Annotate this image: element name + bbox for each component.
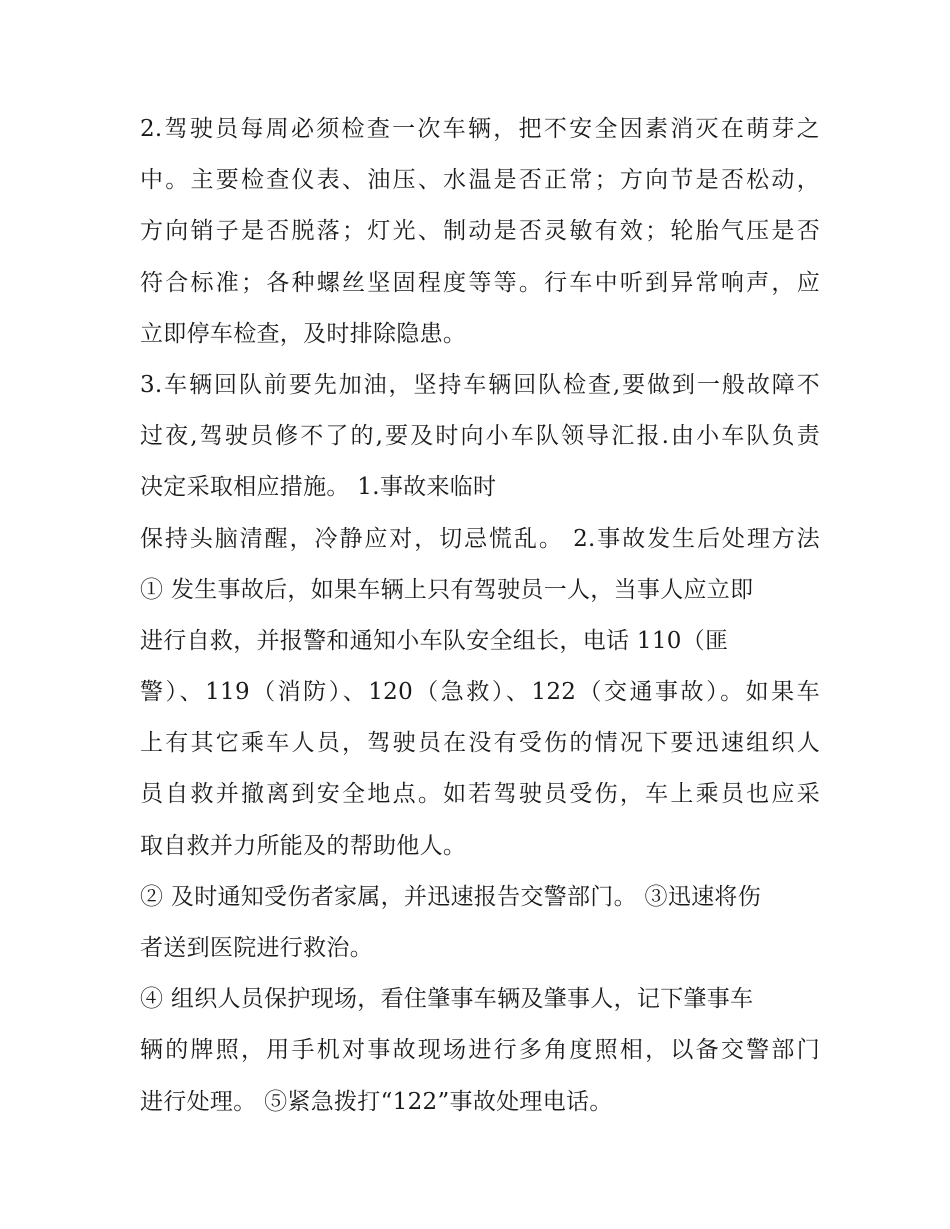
text-line: 方向销子是否脱落；灯光、制动是否灵敏有效；轮胎气压是否 <box>140 218 820 245</box>
text-line: 2.驾驶员每周必须检查一次车辆，把不安全因素消灭在萌芽之 <box>140 116 820 142</box>
text-line: 员自救并撤离到安全地点。如若驾驶员受伤，车上乘员也应采 <box>140 781 820 808</box>
text-line: 立即停车检查，及时排除隐患。 <box>140 320 467 347</box>
text-line: 辆的牌照，用手机对事故现场进行多角度照相，以备交警部门 <box>140 1037 820 1064</box>
text-line: 3.车辆回队前要先加油，坚持车辆回队检查,要做到一般故障不 <box>140 371 820 398</box>
text-line: 保持头脑清醒，冷静应对，切忌慌乱。 2.事故发生后处理方法 <box>140 525 820 552</box>
paragraph-vehicle-weekly-inspection <box>140 104 820 360</box>
text-line: 取自救并力所能及的帮助他人。 <box>140 832 467 859</box>
text-line: 者送到医院进行救治。 <box>140 935 373 961</box>
paragraph-protect-scene <box>140 974 820 1128</box>
text-line: ② 及时通知受伤者家属，并迅速报告交警部门。 ③迅速将伤 <box>140 883 762 910</box>
text-line: 过夜,驾驶员修不了的,要及时向小车队领导汇报.由小车队负责 <box>140 423 820 450</box>
document-body <box>140 104 820 1128</box>
text-line: 上有其它乘车人员，驾驶员在没有受伤的情况下要迅速组织人 <box>140 730 820 757</box>
paragraph-accident-handling <box>140 514 820 872</box>
text-line: 警）、119（消防）、120（急救）、122（交通事故）。如果车 <box>140 679 820 706</box>
text-line: 进行处理。 ⑤紧急拨打“122”事故处理电话。 <box>140 1088 613 1115</box>
text-line: 决定采取相应措施。 1.事故来临时 <box>140 474 497 501</box>
paragraph-vehicle-return-check <box>140 360 820 514</box>
text-line: 进行自救，并报警和通知小车队安全组长，电话 110（匪 <box>140 627 729 654</box>
text-line: 中。主要检查仪表、油压、水温是否正常；方向节是否松动， <box>140 167 820 194</box>
paragraph-notify-family <box>140 872 820 974</box>
text-line: 符合标准；各种螺丝坚固程度等等。行车中听到异常响声，应 <box>140 269 820 296</box>
text-line: ④ 组织人员保护现场，看住肇事车辆及肇事人，记下肇事车 <box>140 986 754 1013</box>
text-line: ① 发生事故后，如果车辆上只有驾驶员一人，当事人应立即 <box>140 576 754 603</box>
